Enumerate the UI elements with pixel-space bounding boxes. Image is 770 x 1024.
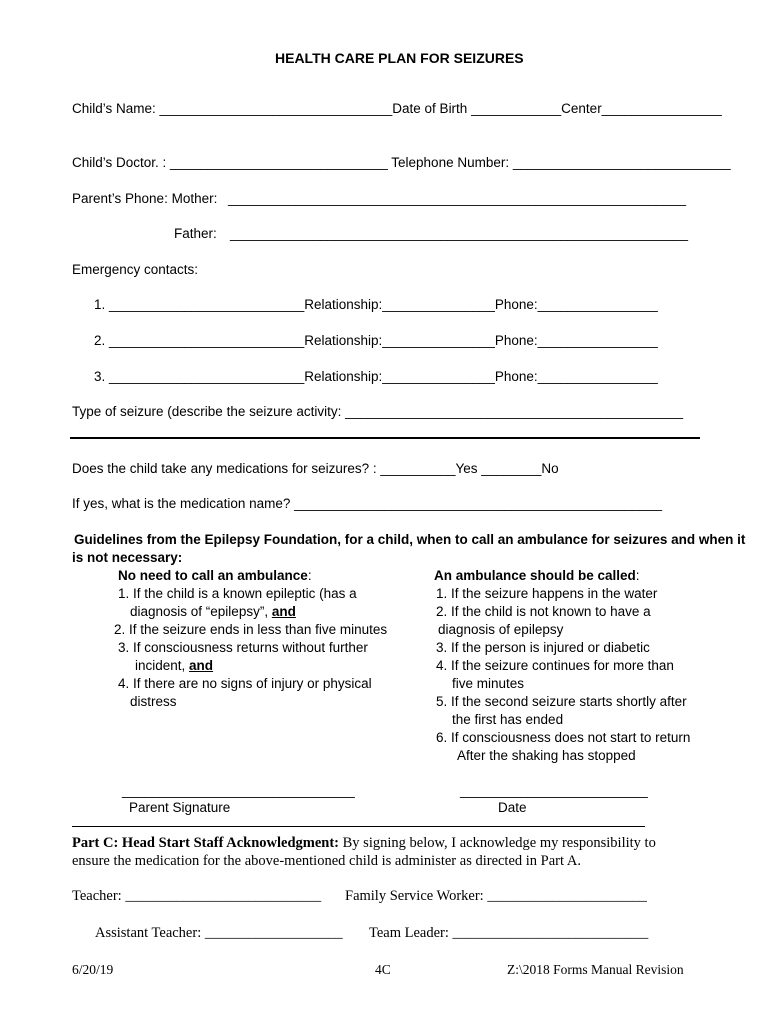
parent-signature-field[interactable]: _______________________________ — [122, 783, 355, 798]
call-ambulance-heading — [434, 568, 640, 583]
guidelines-heading-cont: is not necessary: — [72, 550, 183, 565]
no-ambulance-heading — [118, 568, 312, 583]
footer-file-path: Z:\2018 Forms Manual Revision — [507, 962, 684, 977]
childs-doctor-field[interactable]: Child’s Doctor. : _____________________________ Telephone Number: _____________________________ — [72, 155, 731, 170]
medications-question-field[interactable]: Does the child take any medications for seizures? : __________Yes ________No — [72, 461, 559, 476]
team-leader-field[interactable]: Team Leader: ___________________________ — [369, 925, 649, 941]
part-c-text: By signing below, I acknowledge my responsibility to — [339, 835, 656, 851]
parent-phone-father-label: Father: — [174, 226, 217, 241]
part-c-paragraph — [72, 835, 656, 852]
call-ambulance-item-3: 3. If the person is injured or diabetic — [436, 640, 650, 655]
parent-phone-father-field[interactable]: _____________________________________________________________ — [230, 226, 688, 241]
call-ambulance-item-5: 5. If the second seizure starts shortly after — [436, 694, 687, 709]
footer-date: 6/20/19 — [72, 962, 114, 977]
no-ambulance-item-1-text: diagnosis of “epilepsy”, — [130, 604, 272, 619]
medication-name-field[interactable]: If yes, what is the medication name? _________________________________________________ — [72, 496, 663, 511]
no-ambulance-item-4-cont: distress — [130, 694, 177, 709]
no-ambulance-item-1-cont — [130, 604, 296, 619]
and-emphasis: and — [189, 658, 214, 673]
no-ambulance-item-2: 2. If the seizure ends in less than five minutes — [114, 622, 388, 637]
emergency-contacts-label: Emergency contacts: — [72, 262, 199, 277]
call-ambulance-item-5-cont: the first has ended — [452, 712, 564, 727]
part-c-text-cont: ensure the medication for the above-mentioned child is administer as directed in Part A. — [72, 853, 581, 869]
and-emphasis: and — [271, 604, 296, 619]
call-ambulance-item-1: 1. If the seizure happens in the water — [436, 586, 658, 601]
teacher-field[interactable]: Teacher: ___________________________ — [72, 888, 322, 904]
no-ambulance-item-1: 1. If the child is a known epileptic (has a — [118, 586, 357, 601]
emergency-contact-2-field[interactable]: 2. __________________________Relationship:_______________Phone:________________ — [94, 333, 658, 348]
no-ambulance-item-3: 3. If consciousness returns without further — [118, 640, 368, 655]
seizure-type-field[interactable]: Type of seizure (describe the seizure activity: _____________________________________________ — [72, 404, 683, 419]
date-field[interactable]: _________________________ — [460, 783, 648, 798]
call-ambulance-item-2-cont: diagnosis of epilepsy — [438, 622, 564, 637]
emergency-contact-1-field[interactable]: 1. __________________________Relationship:_______________Phone:________________ — [94, 297, 658, 312]
call-ambulance-heading-text: An ambulance should be called — [434, 568, 636, 583]
call-ambulance-item-6-cont: After the shaking has stopped — [457, 748, 636, 763]
date-label: Date — [498, 800, 527, 815]
call-ambulance-item-4: 4. If the seizure continues for more than — [436, 658, 674, 673]
part-c-heading: Part C: Head Start Staff Acknowledgment: — [72, 835, 340, 851]
call-ambulance-item-2: 2. If the child is not known to have a — [436, 604, 651, 619]
no-ambulance-heading-text: No need to call an ambulance — [118, 568, 308, 583]
guidelines-heading: Guidelines from the Epilepsy Foundation, for a child, when to call an ambulance for seizures and when it — [74, 532, 746, 547]
page-title: HEALTH CARE PLAN FOR SEIZURES — [275, 50, 524, 66]
family-service-worker-field[interactable]: Family Service Worker: ______________________ — [345, 888, 647, 904]
parent-phone-mother-label: Parent’s Phone: Mother: — [72, 191, 218, 206]
no-ambulance-item-4: 4. If there are no signs of injury or physical — [118, 676, 372, 691]
parent-signature-label: Parent Signature — [129, 800, 231, 815]
no-ambulance-item-3-text: incident, — [135, 658, 190, 673]
emergency-contact-3-field[interactable]: 3. __________________________Relationship:_______________Phone:________________ — [94, 369, 658, 384]
assistant-teacher-field[interactable]: Assistant Teacher: ___________________ — [95, 925, 343, 941]
section-divider — [72, 826, 645, 827]
call-ambulance-heading-colon: : — [635, 568, 640, 583]
call-ambulance-item-4-cont: five minutes — [452, 676, 525, 691]
no-ambulance-heading-colon: : — [307, 568, 312, 583]
call-ambulance-item-6: 6. If consciousness does not start to return — [436, 730, 691, 745]
childs-name-field[interactable]: Child’s Name: _______________________________Date of Birth ____________Center________________ — [72, 101, 722, 116]
footer-page-number: 4C — [375, 962, 391, 977]
parent-phone-mother-field[interactable]: _____________________________________________________________ — [228, 191, 686, 206]
no-ambulance-item-3-cont — [135, 658, 213, 673]
section-divider — [70, 437, 700, 439]
